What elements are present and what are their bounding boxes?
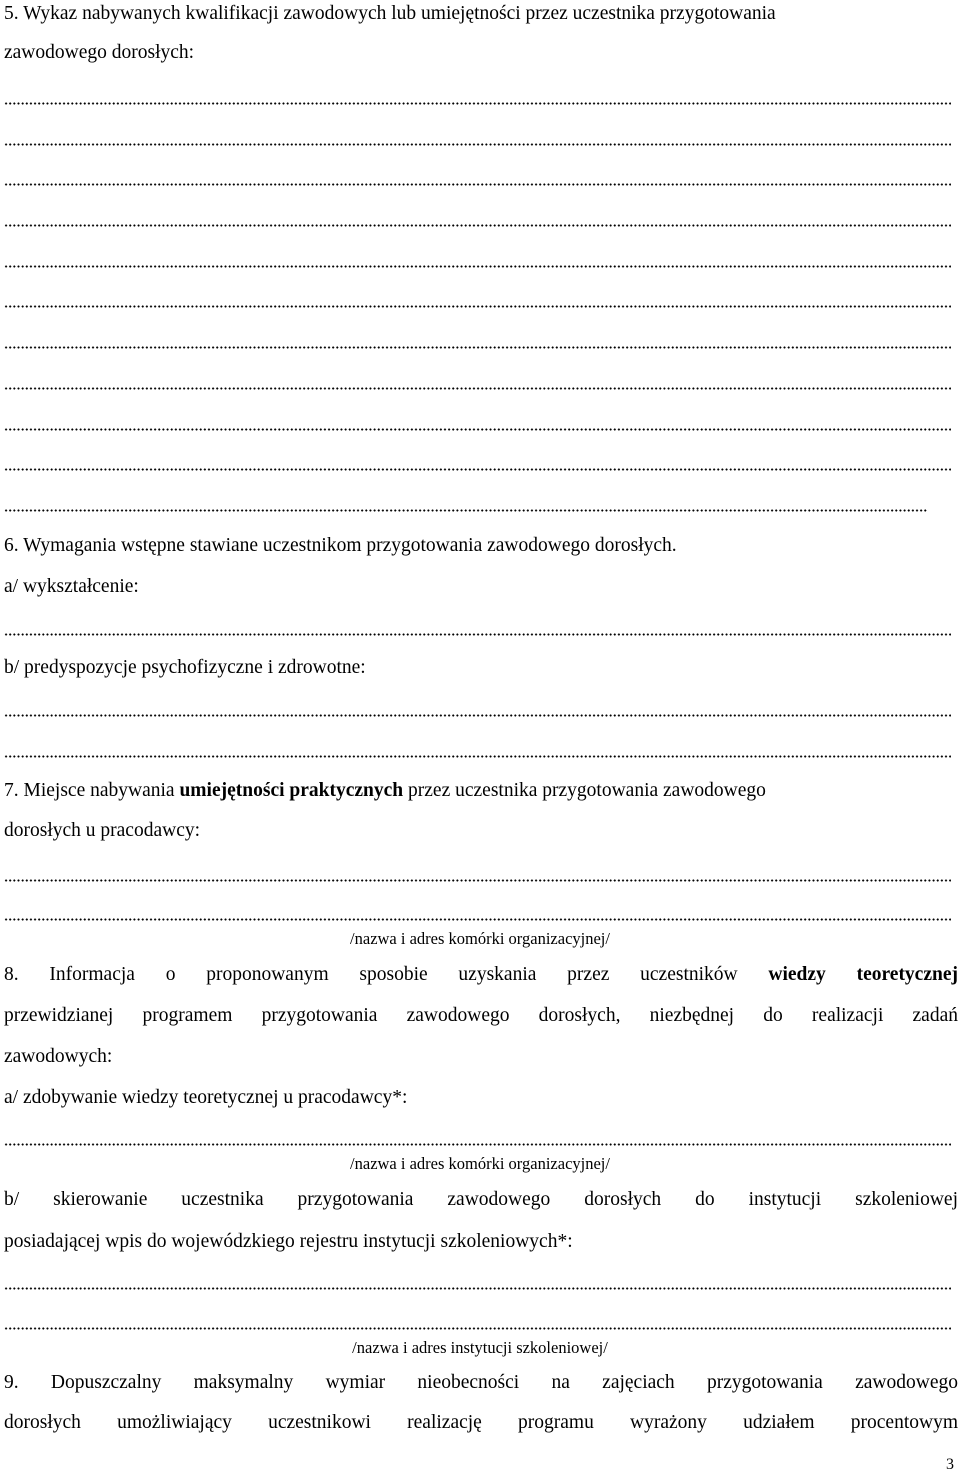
section-6-heading: 6. Wymagania wstępne stawiane uczestnikom przygotowania zawodowego dorosłych.: [4, 535, 677, 556]
section-9-line-1: 9. Dopuszczalny maksymalny wymiar nieobecności na zajęciach przygotowania zawodowego: [4, 1372, 958, 1393]
section-5-line-1: 5. Wykaz nabywanych kwalifikacji zawodowych lub umiejętności przez uczestnika przygotowania: [4, 3, 776, 24]
fill-line: [4, 509, 928, 512]
section-9-line-2: dorosłych umożliwiający uczestnikowi realizację programu wyrażony udziałem procentowym: [4, 1412, 958, 1433]
page-number: 3: [946, 1456, 954, 1473]
fill-line: [4, 183, 951, 186]
fill-line: [4, 633, 951, 636]
fill-line: [4, 1287, 951, 1290]
fill-line: [4, 387, 951, 390]
section-8-line-2: przewidzianej programem przygotowania zawodowego dorosłych, niezbędnej do realizacji zadań: [4, 1005, 958, 1026]
fill-line: [4, 755, 951, 758]
section-5-line-2: zawodowego dorosłych:: [4, 42, 195, 63]
fill-line: [4, 468, 951, 471]
section-8-a-label: a/ zdobywanie wiedzy teoretycznej u pracodawcy*:: [4, 1087, 408, 1108]
fill-line: [4, 428, 951, 431]
fill-line: [4, 265, 951, 268]
fill-line: [4, 918, 951, 921]
section-8-b-line-2: posiadającej wpis do wojewódzkiego rejestru instytucji szkoleniowych*:: [4, 1231, 573, 1252]
fill-line: [4, 305, 951, 308]
fill-line: [4, 714, 951, 717]
fill-line: [4, 346, 951, 349]
section-8-a-caption: /nazwa i adres komórki organizacyjnej/: [350, 1154, 610, 1173]
section-8-b-caption: /nazwa i adres instytucji szkoleniowej/: [352, 1338, 608, 1357]
section-7-line-2: dorosłych u pracodawcy:: [4, 820, 201, 841]
fill-line: [4, 879, 951, 882]
fill-line: [4, 1327, 951, 1330]
fill-line: [4, 224, 951, 227]
section-8-line-1: 8. Informacja o proponowanym sposobie uzyskania przez uczestników wiedzy teoretycznej: [4, 964, 958, 985]
section-8-b-line-1: b/ skierowanie uczestnika przygotowania zawodowego dorosłych do instytucji szkoleniowej: [4, 1189, 958, 1210]
section-6-a-label: a/ wykształcenie:: [4, 576, 139, 597]
section-7-line-1: 7. Miejsce nabywania umiejętności praktycznych przez uczestnika przygotowania zawodowego: [4, 780, 766, 801]
fill-line: [4, 1143, 951, 1146]
fill-line: [4, 143, 951, 146]
section-8-line-3: zawodowych:: [4, 1046, 113, 1067]
section-6-b-label: b/ predyspozycje psychofizyczne i zdrowotne:: [4, 657, 366, 678]
section-7-caption: /nazwa i adres komórki organizacyjnej/: [350, 929, 610, 948]
fill-line: [4, 102, 951, 105]
